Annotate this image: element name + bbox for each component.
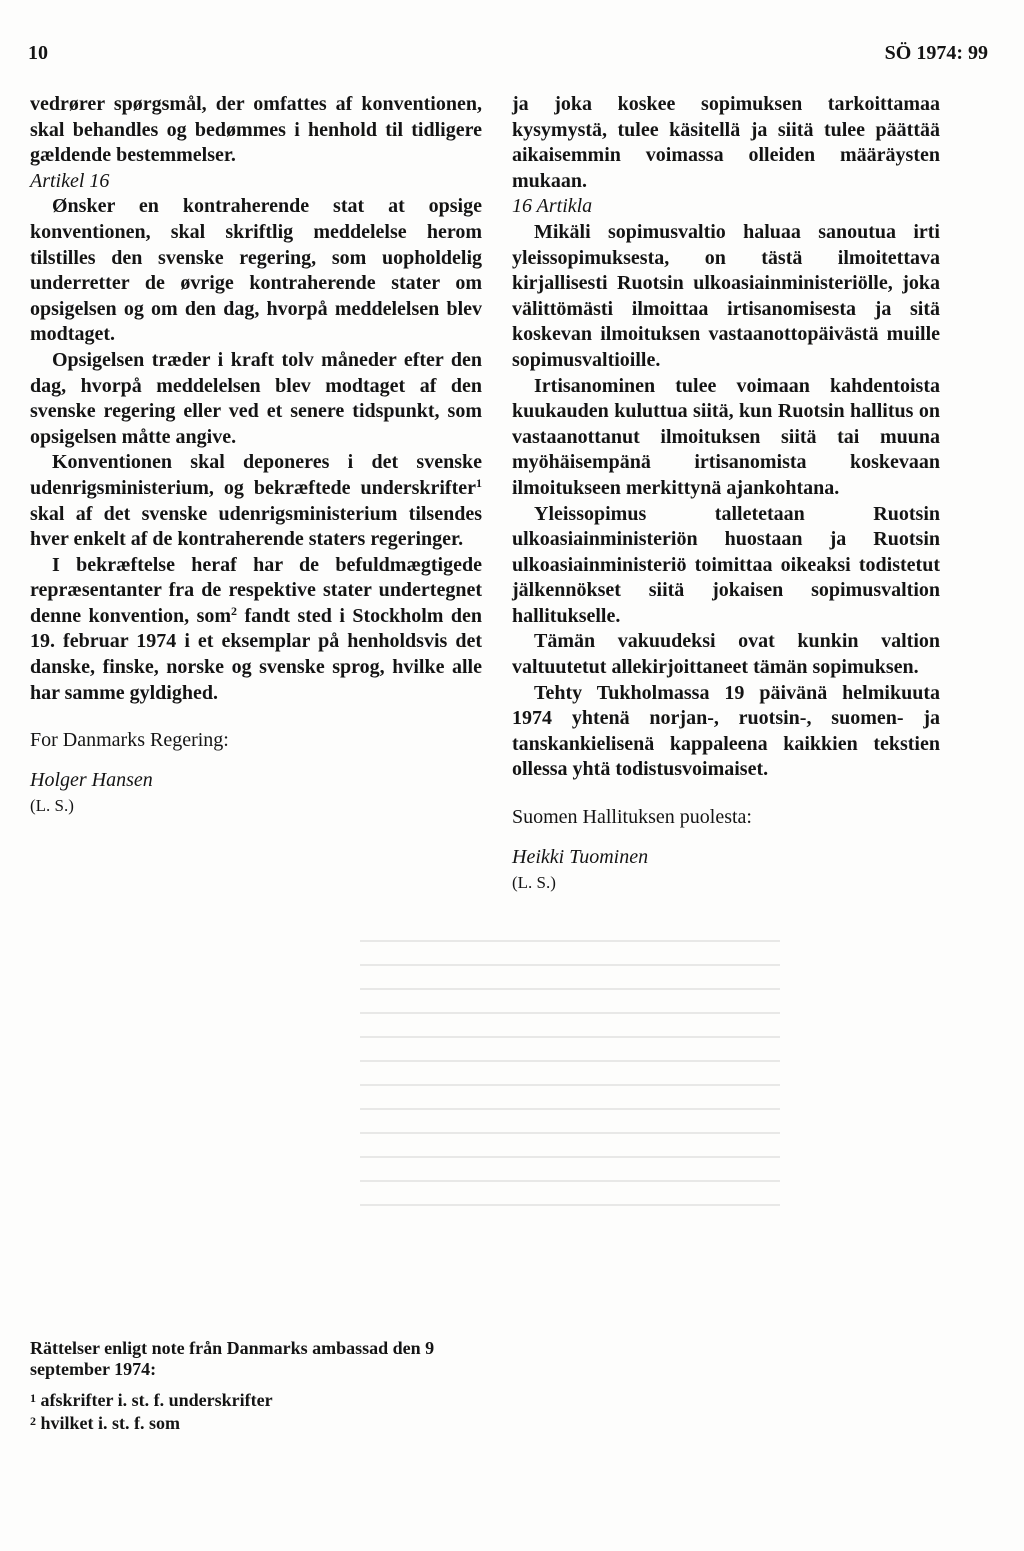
finnish-paragraph-5: Tehty Tukholmassa 19 päivänä helmikuuta 1974 yhtenä norjan-, ruotsin-, suomen- ja tanskankielisenä kappaleena kaikkien tekstien ollessa yhtä todistusvoimaiset. [512, 681, 940, 781]
footnote-ref-1: 1 [476, 475, 482, 490]
danish-paragraph-4-text-a: I bekræftelse heraf har de befuldmægtigede repræsentanter fra de respektive stater undertegnet denne konvention, som [30, 553, 482, 627]
finnish-paragraph-2: Irtisanominen tulee voimaan kahdentoista kuukauden kuluttua siitä, kun Ruotsin hallitus on vastaanottanut ilmoituksen siitä tai muuna myöhäisempänä irtisanomista koskevaan ilmoitukseen merkittynä ajankohtana. [512, 374, 940, 499]
danish-seal: (L. S.) [30, 796, 74, 816]
finnish-signature-block [512, 805, 940, 896]
danish-paragraph-1: Ønsker en kontraherende stat at opsige konventionen, skal skriftlig meddelelse herom tilstilles den svenske regering, som uopholdelig underretter de øvrige kontraherende stater om opsigelsen og om den dag, hvorpå meddelelsen blev modtaget. [30, 195, 482, 346]
danish-paragraph-2: Opsigelsen træder i kraft tolv måneder efter den dag, hvorpå meddelelsen blev modtaget af den svenske regering eller ved et senere tidspunkt, som opsigelsen måtte angive. [30, 348, 482, 448]
page-header [28, 42, 988, 68]
correction-number-1: 1 [30, 1391, 36, 1405]
correction-item-1 [30, 1388, 470, 1411]
footnote-ref-2: 2 [231, 603, 238, 618]
corrections-note [30, 1338, 470, 1434]
finnish-column [512, 92, 940, 896]
danish-paragraph-4-text-b: fandt sted i Stockholm den 19. februar 1974 i et eksemplar på henholdsvis det danske, finske, norske og svenske sprog, hvilke alle har samme gyldighed. [30, 604, 483, 704]
finnish-signature-label: Suomen Hallituksen puolesta: [512, 806, 752, 829]
danish-signatory-name: Holger Hansen [30, 768, 153, 791]
danish-column [30, 92, 482, 819]
correction-number-2: 2 [30, 1414, 36, 1428]
finnish-intro: ja joka koskee sopimuksen tarkoittamaa kysymystä, tulee käsitellä ja siitä tulee päättää aikaisemmin voimassa olleiden määräysten mukaan. [512, 93, 940, 192]
danish-paragraph-3 [30, 450, 482, 552]
running-head: SÖ 1974: 99 [884, 42, 988, 64]
finnish-signatory-name: Heikki Tuominen [512, 845, 649, 868]
finnish-seal: (L. S.) [512, 873, 556, 893]
danish-paragraph-4 [30, 553, 482, 707]
correction-item-2 [30, 1411, 470, 1434]
finnish-article-heading: 16 Artikla [512, 195, 593, 218]
correction-text-1: afskrifter i. st. f. underskrifter [36, 1390, 273, 1410]
show-through-texture [360, 940, 780, 1300]
corrections-heading: Rättelser enligt note från Danmarks ambassad den 9 september 1974: [30, 1338, 435, 1379]
danish-article-heading: Artikel 16 [30, 169, 110, 192]
finnish-paragraph-4: Tämän vakuudeksi ovat kunkin valtion valtuutetut allekirjoittaneet tämän sopimuksen. [512, 630, 940, 679]
page-number: 10 [28, 42, 48, 64]
danish-signature-block [30, 728, 482, 819]
danish-paragraph-3-text-a: Konventionen skal deponeres i det svenske udenrigsministerium, og bekræftede underskrifter [30, 451, 482, 499]
corrections-list [30, 1388, 470, 1434]
danish-signature-label: For Danmarks Regering: [30, 729, 229, 752]
correction-text-2: hvilket i. st. f. som [36, 1413, 180, 1433]
danish-intro: vedrører spørgsmål, der omfattes af konventionen, skal behandles og bedømmes i henhold til tidligere gældende bestemmelser. [30, 93, 482, 167]
danish-paragraph-3-text-b: skal af det svenske udenrigsministerium tilsendes hver enkelt af de kontraherende staters regeringer. [30, 502, 482, 551]
finnish-paragraph-3: Yleissopimus talletetaan Ruotsin ulkoasiainministeriön huostaan ja Ruotsin ulkoasiainministeriö toimittaa oikeaksi todistetut jälkennökset siitä jokaisen sopimusvaltion hallitukselle. [512, 502, 940, 627]
finnish-paragraph-1: Mikäli sopimusvaltio haluaa sanoutua irti yleissopimuksesta, on tästä ilmoitettava kirjallisesti Ruotsin ulkoasiainministeriölle, joka välittömästi ilmoittaa irtisanomisesta ja sitä koskevan ilmoituksen vastaanottopäivästä muille sopimusvaltioille. [512, 220, 940, 371]
